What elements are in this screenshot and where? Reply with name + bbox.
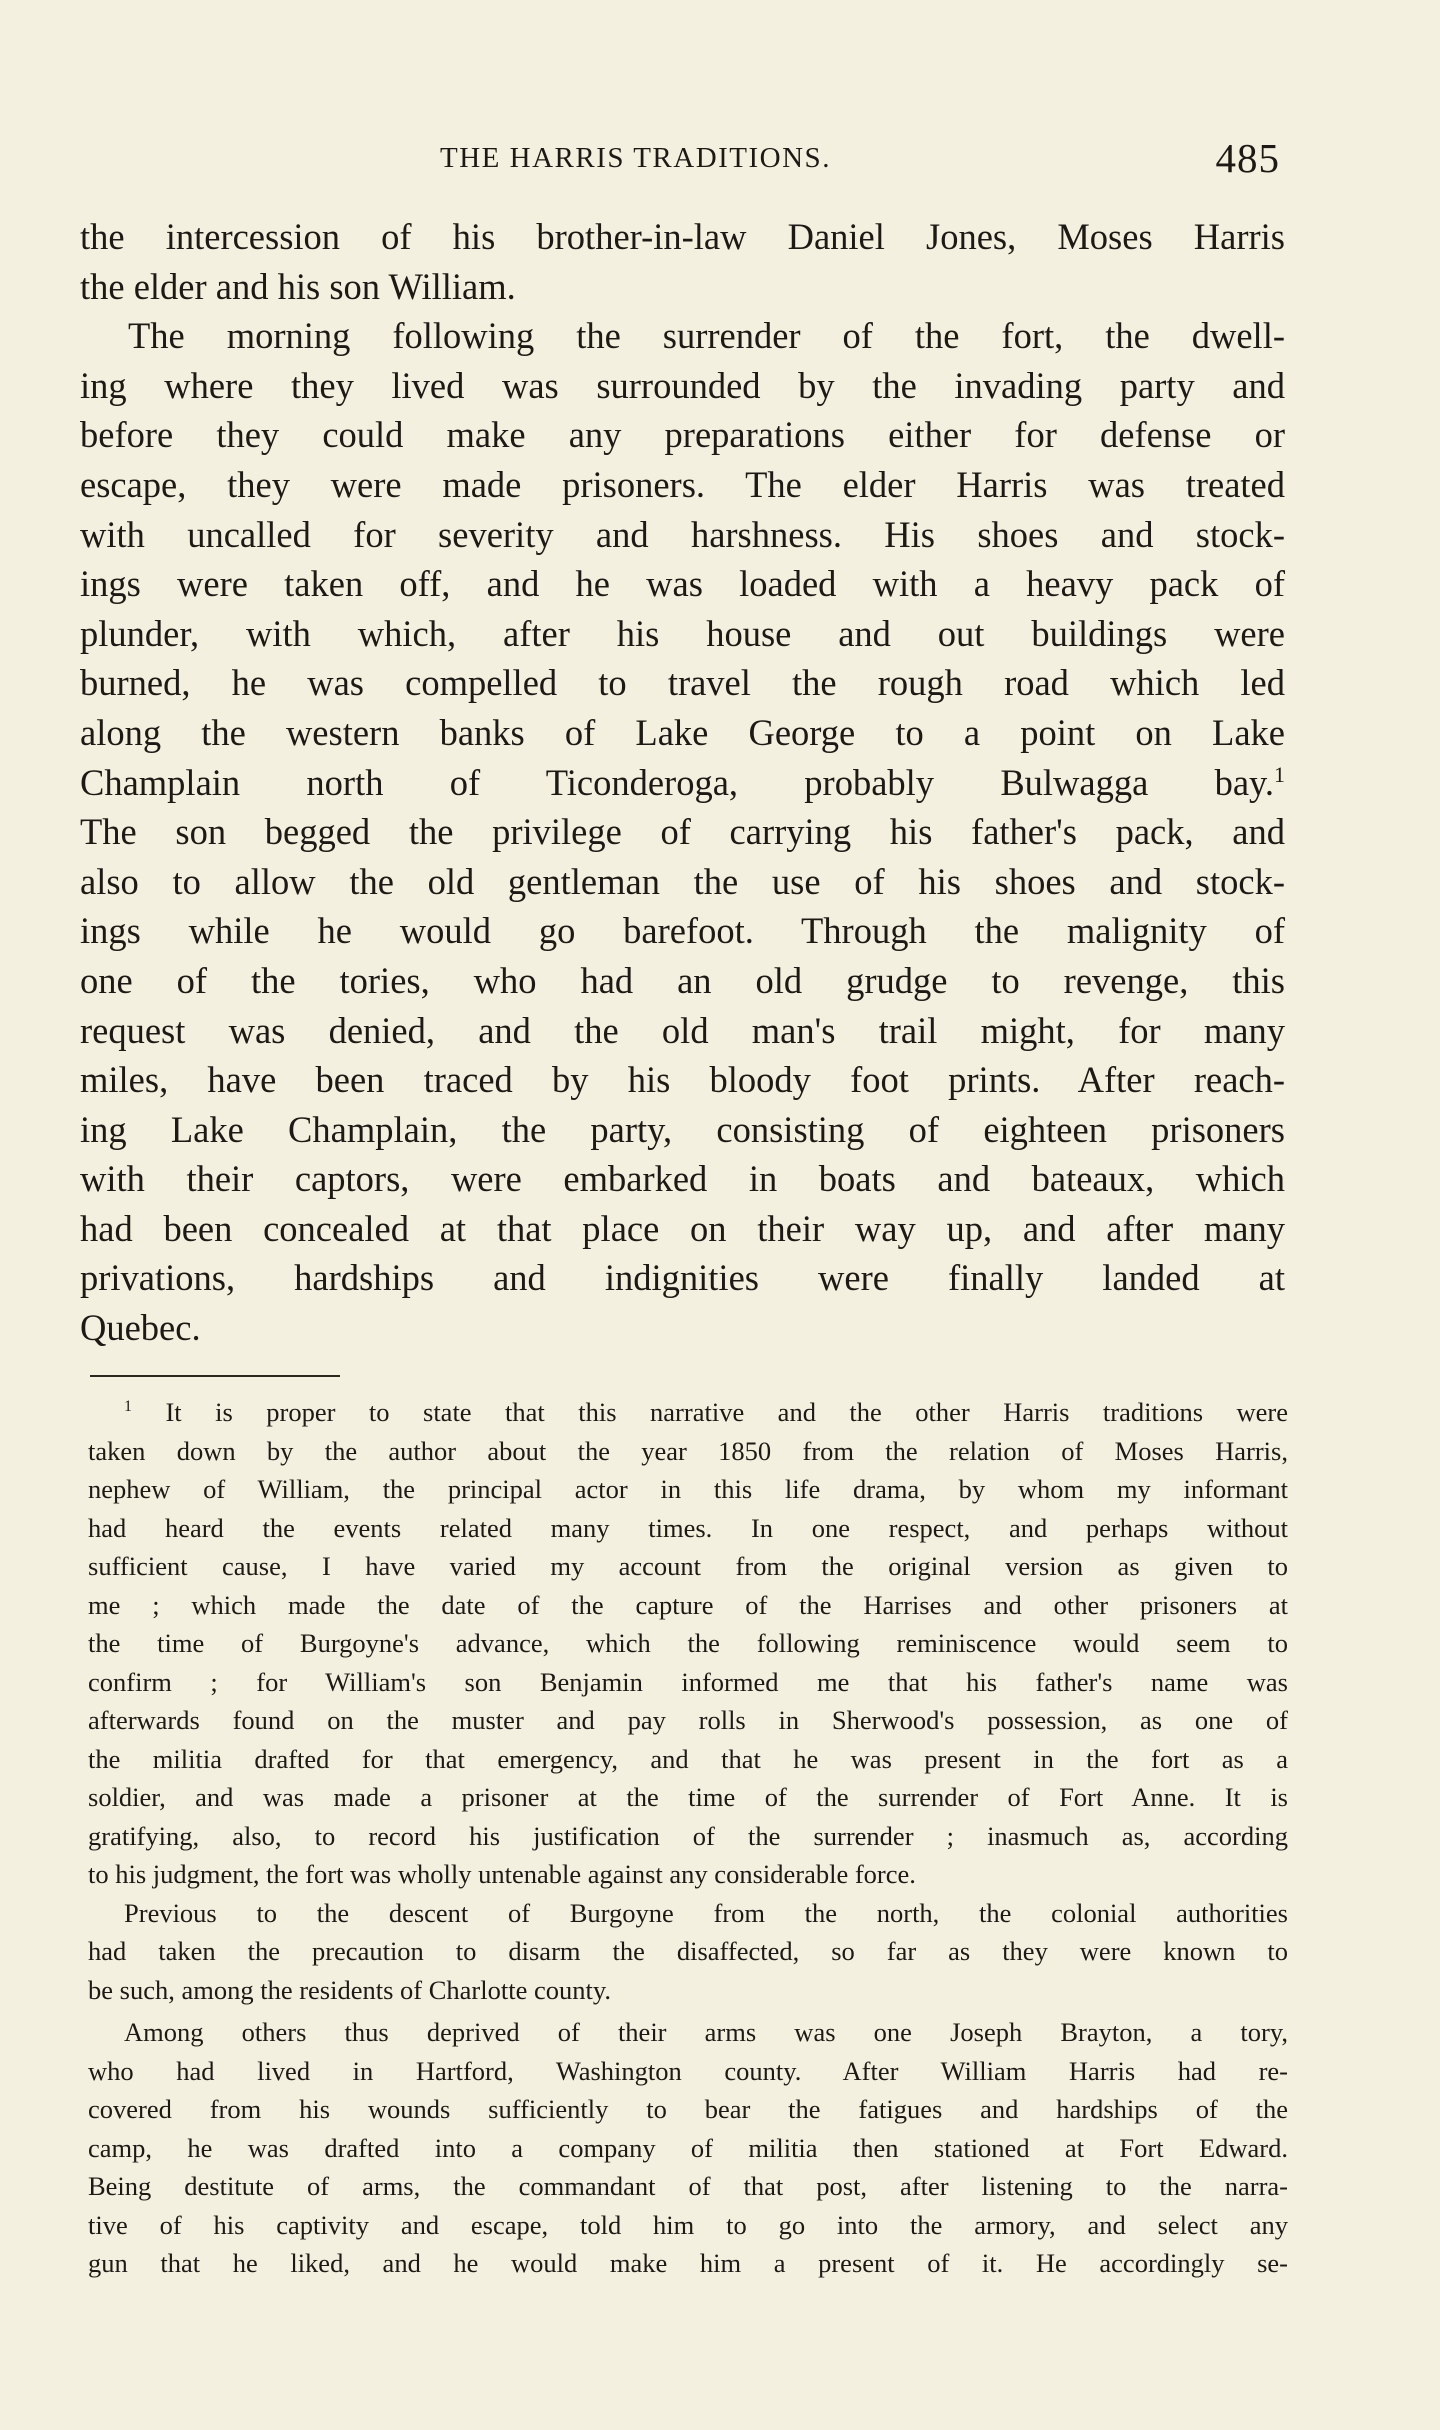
footnote-marker: 1 xyxy=(124,1398,132,1416)
body-line: with uncalled for severity and harshness. His shoes and stock- xyxy=(80,513,1285,555)
footnote-line: Previous to the descent of Burgoyne from the north, the colonial authorities xyxy=(124,1897,1288,1928)
body-line: ings while he would go barefoot. Through the malignity of xyxy=(80,910,1285,952)
body-line: The son begged the privilege of carrying his father's pack, and xyxy=(80,811,1285,853)
body-line: The morning following the surrender of the fort, the dwell- xyxy=(128,315,1285,357)
footnote-line: the time of Burgoyne's advance, which the following reminiscence would seem to xyxy=(88,1628,1288,1658)
footnote-line: soldier, and was made a prisoner at the time of the surrender of Fort Anne. It is xyxy=(88,1782,1288,1812)
body-line: ings were taken off, and he was loaded with a heavy pack of xyxy=(80,563,1285,605)
body-line: with their captors, were embarked in boats and bateaux, which xyxy=(80,1158,1285,1200)
page-header xyxy=(440,135,1280,188)
footnote-line: Being destitute of arms, the commandant of that post, after listening to the narra- xyxy=(88,2171,1288,2201)
footnote-line: gun that he liked, and he would make him a present of it. He accordingly se- xyxy=(88,2248,1288,2278)
footnote-line: taken down by the author about the year 1850 from the relation of Moses Harris, xyxy=(88,1435,1288,1466)
body-line: one of the tories, who had an old grudge to revenge, this xyxy=(80,959,1285,1001)
footnote-line: sufficient cause, I have varied my account from the original version as given to xyxy=(88,1551,1288,1581)
footnote-line: the militia drafted for that emergency, and that he was present in the fort as a xyxy=(88,1743,1288,1774)
page-number: 485 xyxy=(1215,135,1280,181)
footnote-line: had heard the events related many times. In one respect, and perhaps without xyxy=(88,1512,1288,1543)
body-line: burned, he was compelled to travel the rough road which led xyxy=(80,662,1285,704)
main-text xyxy=(80,212,1285,1353)
footnote-line: covered from his wounds sufficiently to bear the fatigues and hardships of the xyxy=(88,2094,1288,2124)
body-line: privations, hardships and indignities were finally landed at xyxy=(80,1257,1285,1299)
footnote-line: gratifying, also, to record his justification of the surrender ; inasmuch as, according xyxy=(88,1820,1288,1851)
footnote-line: nephew of William, the principal actor in this life drama, by whom my informant xyxy=(88,1474,1288,1504)
footnote-line: had taken the precaution to disarm the disaffected, so far as they were known to xyxy=(88,1936,1288,1966)
footnote-line: afterwards found on the muster and pay rolls in Sherwood's possession, as one of xyxy=(88,1705,1288,1735)
body-line: the intercession of his brother-in-law Daniel Jones, Moses Harris xyxy=(80,216,1285,257)
body-line: the elder and his son William. xyxy=(80,265,516,307)
body-line: also to allow the old gentleman the use of his shoes and stock- xyxy=(80,860,1285,902)
body-line: escape, they were made prisoners. The elder Harris was treated xyxy=(80,463,1285,505)
body-line: had been concealed at that place on their way up, and after many xyxy=(80,1207,1285,1249)
footnote-line: It is proper to state that this narrative and the other Harris traditions were xyxy=(165,1397,1288,1427)
footnote-line: to his judgment, the fort was wholly untenable against any considerable force. xyxy=(88,1859,916,1889)
footnote-line: confirm ; for William's son Benjamin informed me that his father's name was xyxy=(88,1666,1288,1697)
footnote-line: camp, he was drafted into a company of militia then stationed at Fort Edward. xyxy=(88,2132,1288,2163)
body-line: miles, have been traced by his bloody foot prints. After reach- xyxy=(80,1059,1285,1101)
footnote-line: who had lived in Hartford, Washington county. After William Harris had re- xyxy=(88,2055,1288,2086)
running-title: THE HARRIS TRADITIONS. xyxy=(440,142,831,174)
body-line: along the western banks of Lake George to a point on Lake xyxy=(80,711,1285,753)
body-line: Champlain north of Ticonderoga, probably Bulwagga bay. xyxy=(80,761,1275,803)
body-line: before they could make any preparations either for defense or xyxy=(80,414,1285,456)
footnote-line: Among others thus deprived of their arms was one Joseph Brayton, a tory, xyxy=(124,2017,1288,2047)
footnote-line: me ; which made the date of the capture of the Harrises and other prisoners at xyxy=(88,1589,1288,1620)
body-line: ing Lake Champlain, the party, consisting of eighteen prisoners xyxy=(80,1108,1285,1150)
footnotes xyxy=(88,1393,1288,2283)
body-line: Quebec. xyxy=(80,1307,201,1349)
footnote-line: tive of his captivity and escape, told him to go into the armory, and select any xyxy=(88,2209,1288,2240)
footnote-reference: 1 xyxy=(1274,761,1285,787)
body-line: plunder, with which, after his house and out buildings were xyxy=(80,612,1285,654)
body-line: ing where they lived was surrounded by the invading party and xyxy=(80,364,1285,406)
body-line: request was denied, and the old man's trail might, for many xyxy=(80,1009,1285,1051)
footnote-divider xyxy=(90,1375,340,1377)
footnote-line: be such, among the residents of Charlotte county. xyxy=(88,1974,611,2005)
